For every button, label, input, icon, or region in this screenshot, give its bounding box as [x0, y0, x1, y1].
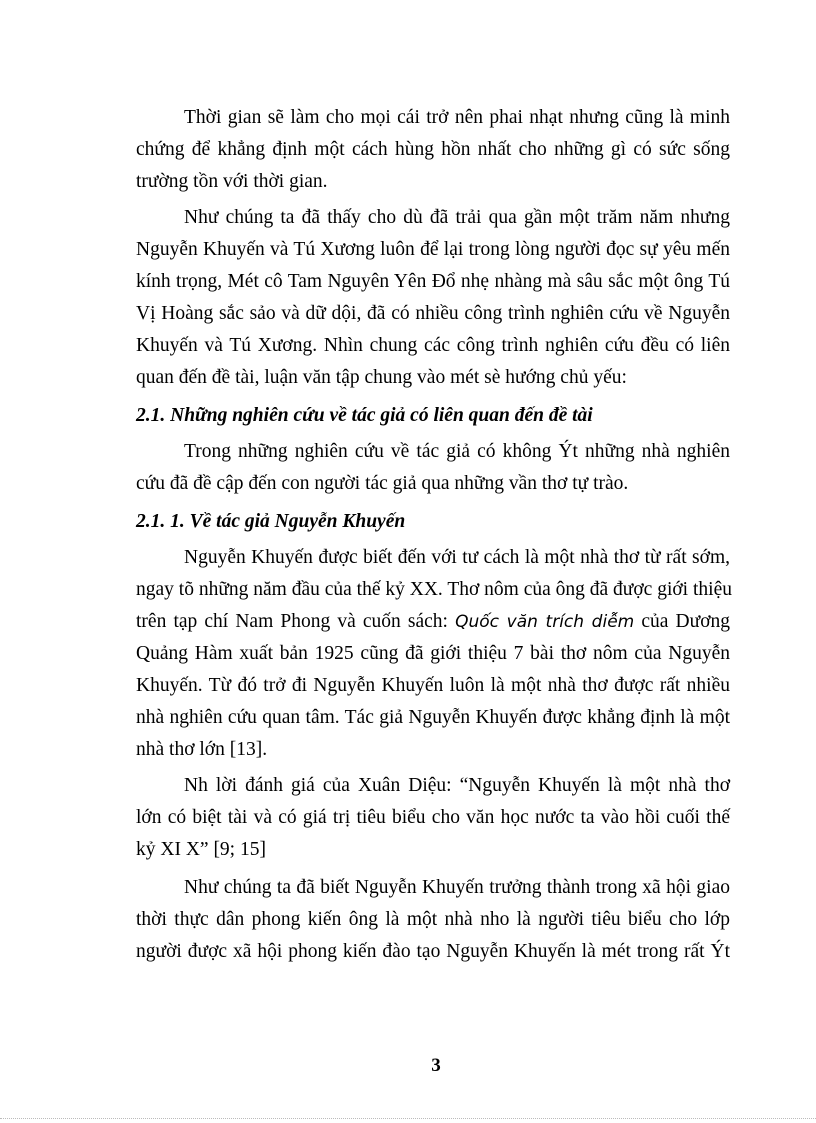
subsection-heading: 2.1. 1. Về tác giả Nguyễn Khuyến	[136, 511, 406, 532]
page-bottom-divider	[0, 1118, 816, 1119]
paragraph-line: nhà nghiên cứu quan tâm. Tác giả Nguyễn Khuyến được khẳng định là một	[136, 707, 730, 728]
section-heading: 2.1. Những nghiên cứu về tác giả có liên quan đến đề tài	[136, 405, 593, 426]
paragraph-line: người được xã hội phong kiến đào tạo Nguyễn Khuyến là mét trong rất Ýt	[136, 941, 730, 962]
paragraph-line: Nguyễn Khuyến và Tú Xương luôn để lại trong lòng người đọc sự yêu mến	[136, 239, 730, 260]
paragraph-line: cứu đã đề cập đến con người tác giả qua những vần thơ tự trào.	[136, 473, 629, 494]
paragraph-line: Thời gian sẽ làm cho mọi cái trở nên phai nhạt nhưng cũng là minh	[184, 107, 730, 128]
paragraph-line: Như chúng ta đã thấy cho dù đã trải qua gần một trăm năm nhưng	[184, 207, 730, 228]
paragraph-line: Khuyến. Từ đó trở đi Nguyễn Khuyến luôn là một nhà thơ được rất nhiều	[136, 675, 730, 696]
paragraph-line: Nguyễn Khuyến được biết đến với tư cách là một nhà thơ từ rất sớm,	[184, 547, 730, 568]
paragraph-line: Trong những nghiên cứu về tác giả có không Ýt những nhà nghiên	[184, 441, 730, 462]
page-number: 3	[431, 1055, 441, 1076]
paragraph-line: trường tồn với thời gian.	[136, 171, 328, 192]
paragraph-line: kỷ XI X” [9; 15]	[136, 839, 266, 860]
paragraph-line: ngay tõ những năm đầu của thế kỷ XX. Thơ nôm của ông đã được giới thiệu	[136, 579, 732, 600]
paragraph-line: thời thực dân phong kiến ông là một nhà nho là người tiêu biểu cho lớp	[136, 909, 730, 930]
paragraph-line: Quảng Hàm xuất bản 1925 cũng đã giới thiệu 7 bài thơ nôm của Nguyễn	[136, 643, 730, 664]
text-span: của Dương	[641, 611, 731, 632]
paragraph-line: Khuyến và Tú Xương. Nhìn chung các công trình nghiên cứu đều có liên	[136, 335, 730, 356]
paragraph-line: kính trọng, Mét cô Tam Nguyên Yên Đổ nhẹ nhàng mà sâu sắc một ông Tú	[136, 271, 730, 292]
paragraph-line: chứng để khẳng định một cách hùng hồn nhất cho những gì có sức sống	[136, 139, 730, 160]
paragraph-line	[136, 610, 730, 634]
paragraph-line: nhà thơ lớn [13].	[136, 739, 268, 760]
paragraph-line: Vị Hoàng sắc sảo và dữ dội, đã có nhiều công trình nghiên cứu về Nguyễn	[136, 303, 730, 324]
paragraph-line: Như chúng ta đã biết Nguyễn Khuyến trưởng thành trong xã hội giao	[184, 877, 730, 898]
book-title: Quốc văn trích diễm	[455, 612, 635, 632]
text-span: trên tạp chí Nam Phong và cuốn sách:	[136, 611, 448, 632]
paragraph-line: Nh lời đánh giá của Xuân Diệu: “Nguyễn Khuyến là một nhà thơ	[184, 775, 730, 796]
paragraph-line: lớn có biệt tài và có giá trị tiêu biểu cho văn học nước ta vào hồi cuối thế	[136, 807, 730, 828]
paragraph-line: quan đến đề tài, luận văn tập chung vào mét sè hướng chủ yếu:	[136, 367, 627, 388]
